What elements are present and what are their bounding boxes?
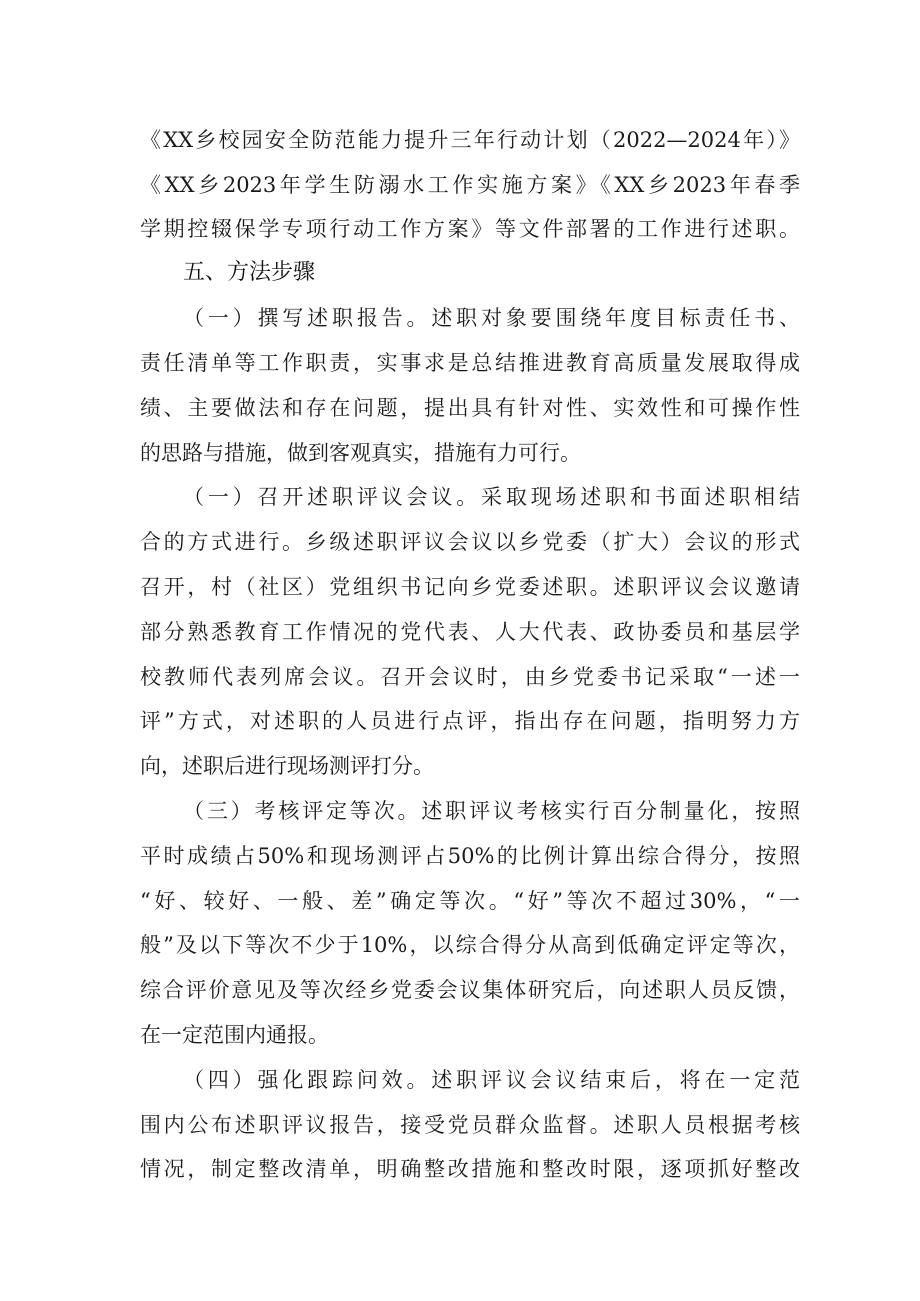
step2-line-2: 合的方式进行。乡级述职评议会议以乡党委（扩大）会议的形式: [140, 530, 800, 554]
step3-line-2: 平时成绩占50%和现场测评占50%的比例计算出综合得分，按照: [140, 844, 800, 868]
step1-line-2: 责任清单等工作职责，实事求是总结推进教育高质量发展取得成: [140, 351, 800, 375]
intro-line-2: 《XX乡2023年学生防溺水工作实施方案》《XX乡2023年春季: [140, 173, 800, 197]
step2-line-7: 向，述职后进行现场测评打分。: [140, 754, 434, 778]
step4-line-1: （四）强化跟踪问效。述职评议会议结束后，将在一定范: [183, 1068, 800, 1092]
step3-line-4: 般”及以下等次不少于10%，以综合得分从高到低确定评定等次，: [140, 933, 800, 957]
step3-line-1: （三）考核评定等次。述职评议考核实行百分制量化，按照: [183, 799, 800, 823]
step2-line-5: 校教师代表列席会议。召开会议时，由乡党委书记采取“一述一: [140, 665, 800, 689]
intro-line-1: 《XX乡校园安全防范能力提升三年行动计划（2022—2024年）》: [140, 128, 800, 152]
section-heading: 五、方法步骤: [183, 260, 316, 285]
step3-line-3: “好、较好、一般、差”确定等次。“好”等次不超过30%，“一: [140, 889, 800, 913]
step3-line-5: 综合评价意见及等次经乡党委会议集体研究后，向述职人员反馈，: [140, 978, 800, 1002]
step1-line-3: 绩、主要做法和存在问题，提出具有针对性、实效性和可操作性: [140, 396, 800, 420]
step2-line-3: 召开，村（社区）党组织书记向乡党委述职。述职评议会议邀请: [140, 575, 800, 599]
step3-line-6: 在一定范围内通报。: [140, 1023, 329, 1047]
step2-line-4: 部分熟悉教育工作情况的党代表、人大代表、政协委员和基层学: [140, 620, 800, 644]
step1-line-1: （一）撰写述职报告。述职对象要围绕年度目标责任书、: [183, 306, 800, 330]
step4-line-3: 情况，制定整改清单，明确整改措施和整改时限，逐项抓好整改: [140, 1157, 800, 1181]
step4-line-2: 围内公布述职评议报告，接受党员群众监督。述职人员根据考核: [140, 1113, 800, 1137]
step1-line-4: 的思路与措施，做到客观真实，措施有力可行。: [140, 441, 581, 465]
step2-line-1: （一）召开述职评议会议。采取现场述职和书面述职相结: [183, 485, 800, 509]
step2-line-6: 评”方式，对述职的人员进行点评，指出存在问题，指明努力方: [140, 709, 800, 733]
intro-line-3: 学期控辍保学专项行动工作方案》等文件部署的工作进行述职。: [140, 217, 800, 241]
